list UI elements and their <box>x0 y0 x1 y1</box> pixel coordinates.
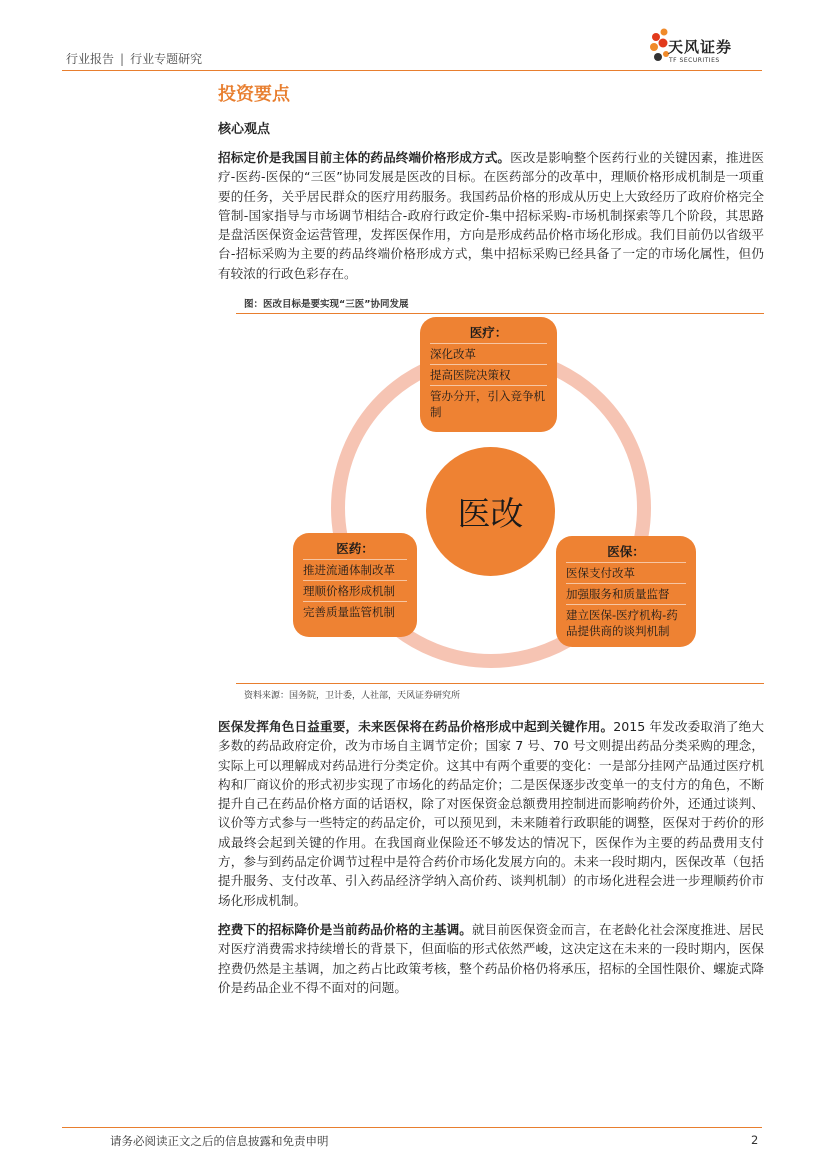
paragraph-lead: 医保发挥角色日益重要，未来医保将在药品价格形成中起到关键作用。 <box>218 719 614 734</box>
figure-title: 图：医改目标是要实现“三医”协同发展 <box>244 299 409 310</box>
box-item: 理顺价格形成机制 <box>303 580 407 601</box>
footer-divider <box>62 1127 762 1128</box>
page-number: 2 <box>751 1133 759 1147</box>
box-heading: 医疗： <box>469 325 508 340</box>
paragraph-body: 医改是影响整个医药行业的关键因素，推进医疗-医药-医保的“三医”协同发展是医改的目标。在医药部分的改革中，理顺价格形成机制是一项重要的任务，关乎居民群众的医疗用药服务。我国药品价格的形成从历史上大致经历了政府价格完全管制-国家指导与市场调节相结合-政府行政定价-集中招标采购-市场机制探索等几个阶段，其思路是盘活医保资金运营管理，发挥医保作用，方向是形成药品价格市场化形成。我们目前仍以省级平台-招标采购为主要的药品终端价格形成方式，集中招标采购已经具备了一定的市场化属性，但仍有较浓的行政色彩存在。 <box>218 150 765 281</box>
paragraph-insurance-role <box>218 717 764 910</box>
box-item: 医保支付改革 <box>566 562 686 583</box>
box-item: 推进流通体制改革 <box>303 559 407 580</box>
paragraph-pricing-mechanism <box>218 148 764 283</box>
figure-bottom-divider <box>236 683 764 684</box>
center-circle <box>426 447 555 576</box>
figure-source: 资料来源：国务院，卫计委，人社部，天风证券研究所 <box>244 691 461 701</box>
header-divider <box>62 70 762 71</box>
figure-top-divider <box>236 313 764 314</box>
box-item: 深化改革 <box>430 343 547 364</box>
paragraph-body: 2015 年发改委取消了绝大多数的药品政府定价，改为市场自主调节定价；国家 7 号、70 号文则提出药品分类采购的理念，实际上可以理解成对药品进行分类定价。这其中有两个重要的变化：一是部分挂网产品通过医疗机构和厂商议价的形式初步实现了市场化的药品定价；二是医保逐步改变单一的支付方的角色，不断提升自己在药品价格方面的话语权，除了对医保资金总额费用控制进而影响药价外，还通过谈判、议价等方式参与一些特定的药品定价，可以预见到，未来随着行政职能的调整，医保对于药价的形成最终会起到关键的作用。在我国商业保险还不够发达的情况下，医保作为主要的药品费用支付方，参与到药品定价调节过程中是符合药价市场化发展方向的。未来一段时期内，医保改革（包括提升服务、支付改革、引入药品经济学纳入高价药、谈判机制）的市场化进程会进一步理顺药价市场化形成机制。 <box>218 719 764 908</box>
box-item: 完善质量监管机制 <box>303 601 407 622</box>
section-subtitle: 核心观点 <box>218 122 271 137</box>
box-heading: 医保： <box>607 544 645 559</box>
box-heading: 医药： <box>336 541 374 556</box>
paragraph-lead: 控费下的招标降价是当前药品价格的主基调。 <box>218 922 473 937</box>
section-title: 投资要点 <box>218 84 290 105</box>
box-item: 建立医保-医疗机构-药品提供商的谈判机制 <box>566 604 686 641</box>
report-category <box>66 50 202 67</box>
paragraph-body: 就目前医保资金而言，在老龄化社会深度推进、居民对医疗消费需求持续增长的背景下，但面临的形式依然严峻，这决定这在未来的一段时期内，医保控费仍然是主基调，加之药占比政策考核，整个药品价格仍将承压，招标的全国性限价、螺旋式降价是药品企业不得不面对的问题。 <box>218 922 765 995</box>
header-separator: | <box>120 52 125 66</box>
medical-care-box <box>420 317 557 432</box>
box-item: 提高医院决策权 <box>430 364 547 385</box>
paragraph-lead: 招标定价是我国目前主体的药品终端价格形成方式。 <box>218 150 511 165</box>
footer-disclaimer: 请务必阅读正文之后的信息披露和免责申明 <box>110 1134 329 1148</box>
logo-name: 天风证券 <box>668 38 733 56</box>
paragraph-cost-control <box>218 920 764 997</box>
logo-subname: TF SECURITIES <box>669 57 720 64</box>
medical-insurance-box <box>556 536 696 647</box>
subcategory-label: 行业专题研究 <box>130 52 203 66</box>
box-item: 加强服务和质量监督 <box>566 583 686 604</box>
box-item: 管办分开，引入竞争机制 <box>430 385 547 422</box>
medicine-box <box>293 533 417 637</box>
category-label: 行业报告 <box>66 52 115 66</box>
center-label: 医改 <box>457 494 524 533</box>
